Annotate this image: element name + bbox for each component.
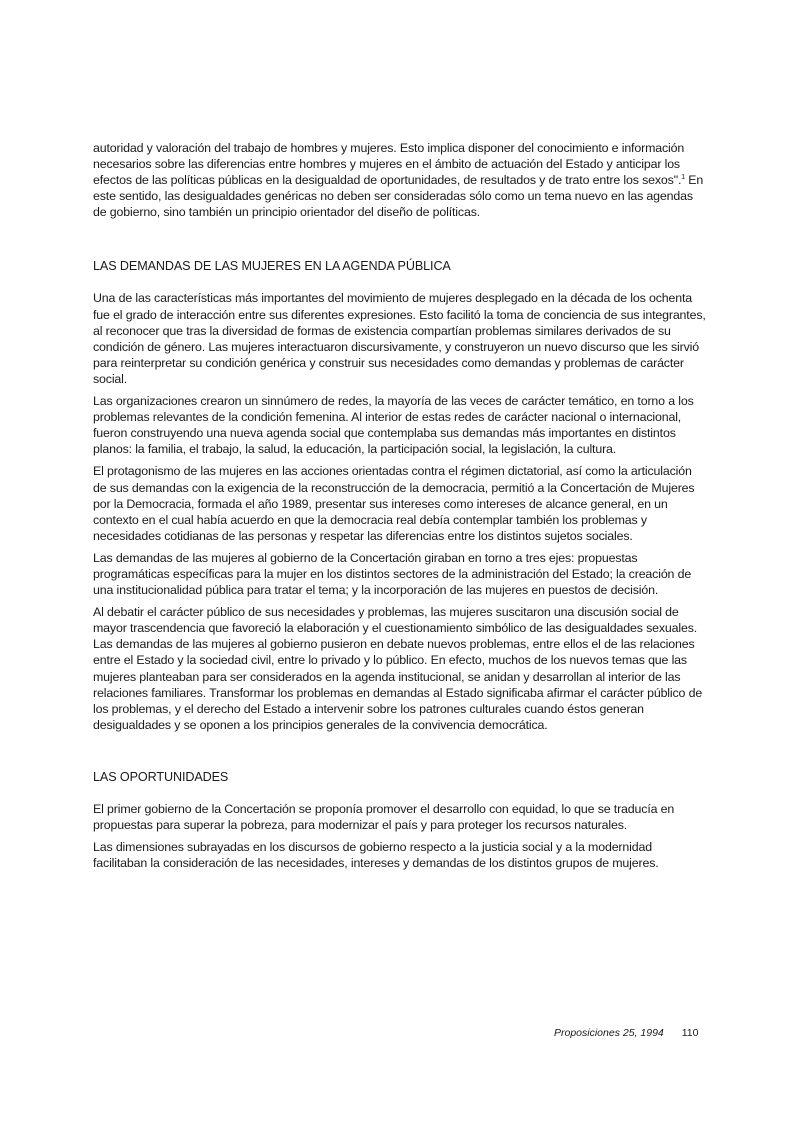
footnote-reference[interactable]: 1 (681, 174, 685, 182)
intro-text-after-note: En este sentido, las desigualdades genéricas no deben ser consideradas sólo como un tema nuevo en las agendas de gobierno, sino también un principio orientador del diseño de políticas. (93, 173, 704, 220)
page-footer (554, 1026, 699, 1040)
paragraph-demandas-1: Una de las características más importantes del movimiento de mujeres desplegado en la década de los ochenta fue el grado de interacción entre sus diferentes expresiones. Esto facilitó la toma de conciencia de sus integrantes, al reconocer que tras la diversidad de formas de existencia compartían problemas similares derivados de su condición de género. Las mujeres interactuaron discursivamente, y construyeron un nuevo discurso que les sirvió para reinterpretar su condición genérica y construir sus necesidades como demandas y problemas de carácter social. (93, 291, 706, 386)
paragraph-demandas-5: Al debatir el carácter público de sus necesidades y problemas, las mujeres suscitaron una discusión social de mayor trascendencia que favoreció la elaboración y el cuestionamiento simbólico de las desigualdades sexuales. Las demandas de las mujeres al gobierno pusieron en debate nuevos problemas, entre ellos el de las relaciones entre el Estado y la sociedad civil, entre lo privado y lo público. En efecto, muchos de los nuevos temas que las mujeres planteaban para ser considerados en la agenda institucional, se anidan y desarrollan al interior de las relaciones familiares. Transformar los problemas en demandas al Estado significaba afirmar el carácter público de los problemas, y el derecho del Estado a intervenir sobre los patrones culturales cuando éstos generan desigualdades y se oponen a los principios generales de la convivencia democrática. (93, 605, 703, 732)
journal-citation: Proposiciones 25, 1994 (554, 1027, 664, 1039)
page-number: 110 (681, 1027, 699, 1039)
paragraph-oportunidades-2: Las dimensiones subrayadas en los discursos de gobierno respecto a la justicia social y a la modernidad facilitaban la consideración de las necesidades, intereses y demandas de los distintos grupos de mujeres. (93, 840, 659, 871)
intro-text-before-note: autoridad y valoración del trabajo de hombres y mujeres. Esto implica disponer del conocimiento e información necesarios sobre las diferencias entre hombres y mujeres en el ámbito de actuación del Estado y anticipar los efectos de las políticas públicas en la desigualdad de oportunidades, de resultados y de trato entre los sexos". (93, 141, 685, 188)
paragraph-demandas-2: Las organizaciones crearon un sinnúmero de redes, la mayoría de las veces de carácter temático, en torno a los problemas relevantes de la condición femenina. Al interior de estas redes de carácter nacional o internacional, fueron construyendo una nueva agenda social que contemplaba sus demandas más importantes en distintos planos: la familia, el trabajo, la salud, la educación, la participación social, la legislación, la cultura. (93, 394, 694, 457)
page-body (93, 140, 708, 877)
intro-paragraph (93, 140, 708, 220)
section-heading-demandas: LAS DEMANDAS DE LAS MUJERES EN LA AGENDA PÚBLICA (93, 259, 451, 274)
paragraph-oportunidades-1: El primer gobierno de la Concertación se proponía promover el desarrollo con equidad, lo que se traducía en propuestas para superar la pobreza, para modernizar el país y para proteger los recursos naturales. (93, 801, 675, 832)
paragraph-demandas-3: El protagonismo de las mujeres en las acciones orientadas contra el régimen dictatorial, así como la articulación de sus demandas con la exigencia de la reconstrucción de la democracia, permitió a la Concertación de Mujeres por la Democracia, formada el año 1989, presentar sus intereses como intereses de alcance general, en un contexto en el cual había acuerdo en que la democracia real debía contemplar también los problemas y necesidades cotidianas de las personas y respetar las diferencias entre los distintos sujetos sociales. (93, 464, 695, 543)
section-heading-oportunidades: LAS OPORTUNIDADES (93, 769, 229, 784)
paragraph-demandas-4: Las demandas de las mujeres al gobierno de la Concertación giraban en torno a tres ejes: propuestas programáticas específicas para la mujer en los distintos sectores de la administración del Estado; la creación de una institucionalidad pública para tratar el tema; y la incorporación de las mujeres en puestos de decisión. (93, 550, 692, 598)
